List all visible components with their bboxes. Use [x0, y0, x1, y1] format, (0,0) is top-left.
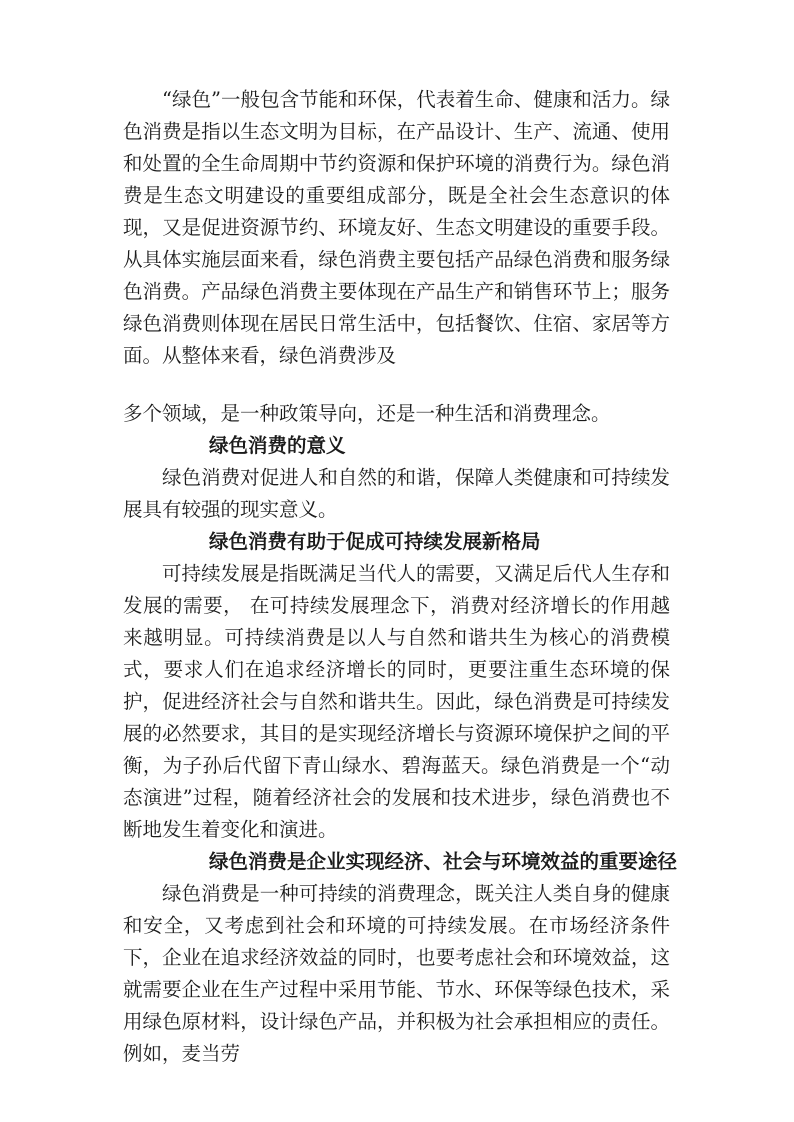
- paragraph-intro-continuation: 多个领域，是一种政策导向，还是一种生活和消费理念。: [123, 402, 611, 425]
- paragraph-meaning: 绿色消费对促进人和自然的和谐，保障人类健康和可持续发展具有较强的现实意义。: [123, 466, 670, 521]
- paragraph-sustainable-development: 可持续发展是指既满足当代人的需要，又满足后代人生存和发展的需要， 在可持续发展理念下，消费对经济增长的作用越来越明显。可持续消费是以人与自然和谐共生为核心的消费模式，要求人们在追求经济增长的同时，更要注重生态环境的保护，促进经济社会与自然和谐共生。因此，绿色消费是可持续发展的必然要求，其目的是实现经济增长与资源环境保护之间的平衡，为子孙后代留下青山绿水、碧海蓝天。绿色消费是一个“动态演进”过程，随着经济社会的发展和技术进步，绿色消费也不断地发生着变化和演进。: [123, 562, 670, 841]
- paragraph-green-consumption-intro: “绿色”一般包含节能和环保，代表着生命、健康和活力。绿色消费是指以生态文明为目标，在产品设计、生产、流通、使用和处置的全生命周期中节约资源和保护环境的消费行为。绿色消费是生态文明建设的重要组成部分，既是全社会生态意识的体现，又是促进资源节约、环境友好、生态文明建设的重要手段。从具体实施层面来看，绿色消费主要包括产品绿色消费和服务绿色消费。产品绿色消费主要体现在产品生产和销售环节上；服务绿色消费则体现在居民日常生活中，包括餐饮、住宿、家居等方面。从整体来看，绿色消费涉及: [123, 88, 670, 367]
- paragraph-enterprise-benefit: 绿色消费是一种可持续的消费理念，既关注人类自身的健康和安全，又考虑到社会和环境的可持续发展。在市场经济条件下，企业在追求经济效益的同时，也要考虑社会和环境效益，这就需要企业在生产过程中采用节能、节水、环保等绿色技术，采用绿色原材料，设计绿色产品，并积极为社会承担相应的责任。例如，麦当劳: [123, 882, 670, 1065]
- heading-enterprise-benefit-path: 绿色消费是企业实现经济、社会与环境效益的重要途径: [209, 850, 678, 873]
- heading-sustainable-development: 绿色消费有助于促成可持续发展新格局: [209, 530, 541, 553]
- heading-green-consumption-meaning: 绿色消费的意义: [209, 434, 346, 457]
